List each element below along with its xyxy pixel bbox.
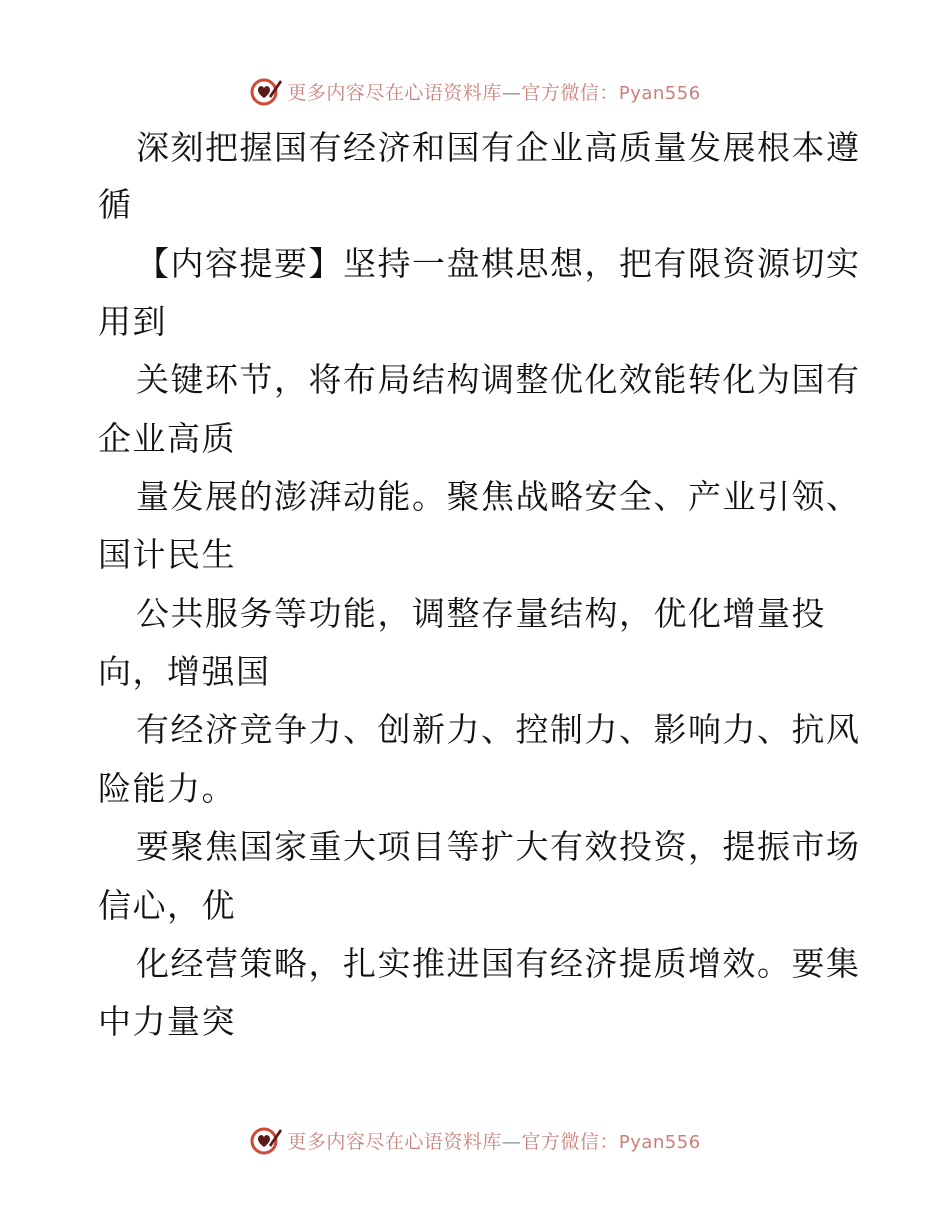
body-line: 关键环节，将布局结构调整优化效能转化为国有 [136,360,861,399]
body-line: 量发展的澎湃动能。聚焦战略安全、产业引领、 [136,477,861,516]
header-banner-inner [249,74,700,108]
banner-text [287,78,700,105]
body-line: 向，增强国 [98,652,271,691]
body-line: 深刻把握国有经济和国有企业高质量发展根本遵 [136,128,861,167]
body-line: 【内容提要】坚持一盘棋思想，把有限资源切实 [136,244,861,283]
body-line: 公共服务等功能，调整存量结构，优化增量投 [136,594,826,633]
banner-dash: — [501,81,522,104]
banner-site-name: 更多内容尽在心语资料库 [287,1130,502,1153]
banner-site-name: 更多内容尽在心语资料库 [287,81,502,104]
body-line: 要聚焦国家重大项目等扩大有效投资，提振市场 [136,827,861,866]
banner-wechat-id: Pyan556 [618,1131,701,1153]
body-line: 有经济竞争力、创新力、控制力、影响力、抗风 [136,710,861,749]
body-line: 化经营策略，扎实推进国有经济提质增效。要集 [136,944,861,983]
header-banner [0,71,950,111]
body-line: 循 [98,185,133,224]
banner-wechat-label: 官方微信： [521,81,619,104]
banner-wechat-id: Pyan556 [618,82,701,104]
body-line: 险能力。 [98,769,236,808]
heart-pen-logo-icon [249,1123,283,1157]
banner-dash: — [501,1130,522,1153]
banner-wechat-label: 官方微信： [521,1130,619,1153]
body-line: 信心，优 [98,886,236,925]
body-line: 国计民生 [98,535,236,574]
body-line: 企业高质 [98,419,236,458]
body-line: 用到 [98,302,167,341]
footer-banner [0,1120,950,1160]
body-line: 中力量突 [98,1002,236,1041]
banner-text [287,1127,700,1154]
heart-pen-logo-icon [249,74,283,108]
footer-banner-inner [249,1123,700,1157]
